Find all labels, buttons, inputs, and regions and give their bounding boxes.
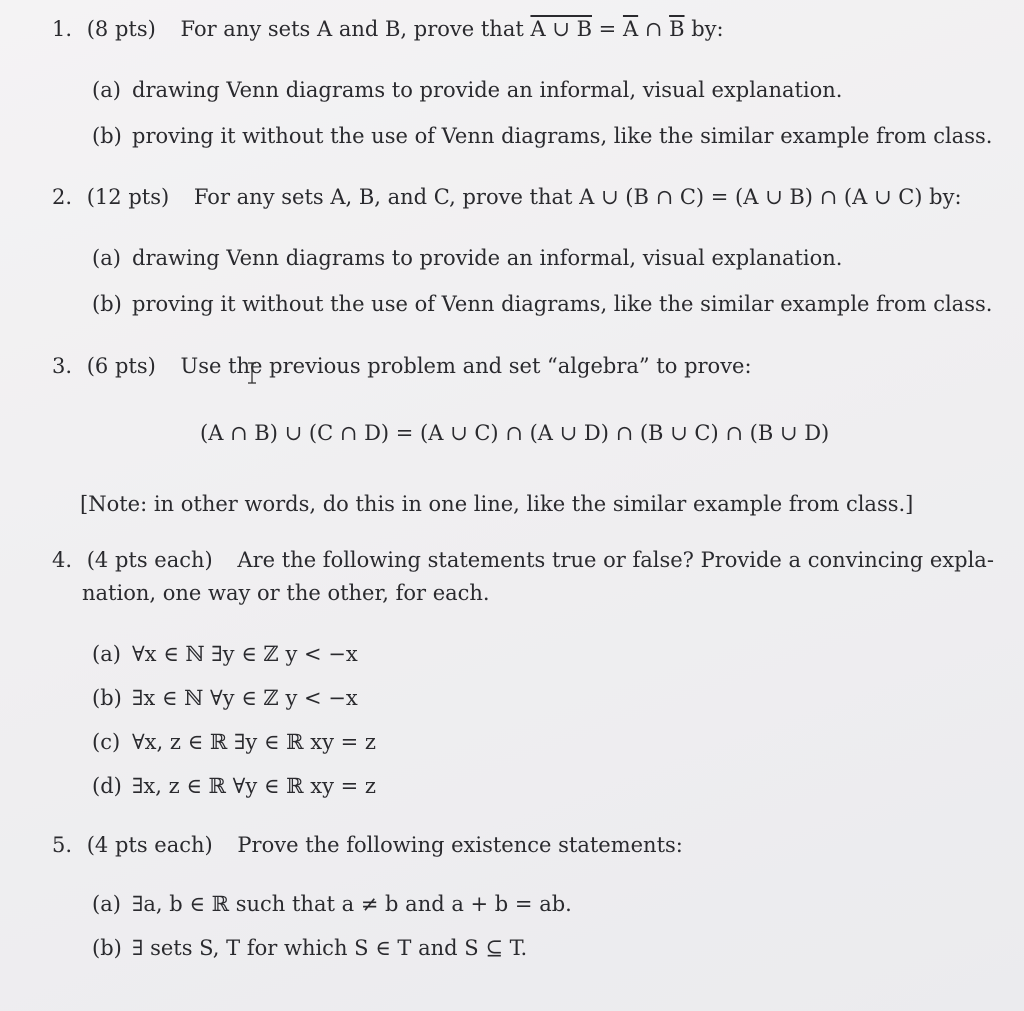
problem-4-part-d	[92, 772, 376, 800]
problem-statement: Are the following statements true or false? Provide a convincing expla-	[237, 548, 994, 572]
text-cursor-icon	[246, 361, 258, 385]
problem-number: 4.	[52, 548, 73, 572]
problem-4-header	[52, 546, 994, 574]
problem-4-part-c	[92, 728, 376, 756]
formula-equals: =	[592, 17, 623, 41]
problem-points: (4 pts each)	[86, 833, 213, 857]
problem-statement: Prove the following existence statements:	[237, 833, 683, 857]
problem-1-part-a	[92, 76, 842, 104]
part-text: drawing Venn diagrams to provide an informal, visual explanation.	[132, 246, 843, 270]
part-text: ∀x ∈ ℕ ∃y ∈ ℤ y < −x	[132, 642, 358, 666]
problem-2-part-a	[92, 244, 842, 272]
part-text: ∃x, z ∈ ℝ ∀y ∈ ℝ xy = z	[132, 774, 376, 798]
problem-4-part-b	[92, 684, 358, 712]
formula-b-complement: $\overline{B}$	[669, 17, 685, 41]
problem-number: 5.	[52, 833, 73, 857]
display-equation: (A ∩ B) ∪ (C ∩ D) = (A ∪ C) ∩ (A ∪ D) ∩ (B ∪ C) ∩ (B ∪ D)	[200, 421, 830, 445]
problem-points: (6 pts)	[86, 354, 156, 378]
part-text: drawing Venn diagrams to provide an informal, visual explanation.	[132, 78, 843, 102]
problem-statement: For any sets A, B, and C, prove that A ∪ (B ∩ C) = (A ∪ B) ∩ (A ∪ C) by:	[193, 185, 962, 209]
problem-statement-continued: nation, one way or the other, for each.	[82, 581, 490, 605]
problem-number: 1.	[52, 17, 73, 41]
problem-4-part-a	[92, 640, 358, 668]
problem-2-header	[52, 183, 962, 211]
problem-3-header	[52, 352, 752, 380]
part-label: (a)	[92, 246, 121, 270]
formula-intersection: ∩	[638, 17, 670, 41]
problem-2-part-b	[92, 290, 992, 318]
part-label: (a)	[92, 78, 121, 102]
part-label: (b)	[92, 124, 122, 148]
part-label: (b)	[92, 936, 122, 960]
problem-5-header	[52, 831, 683, 859]
part-text: ∀x, z ∈ ℝ ∃y ∈ ℝ xy = z	[132, 730, 376, 754]
part-text: ∃ sets S, T for which S ∈ T and S ⊆ T.	[132, 936, 528, 960]
problem-points: (12 pts)	[86, 185, 170, 209]
part-label: (c)	[92, 730, 121, 754]
note-text: [Note: in other words, do this in one line, like the similar example from class.]	[80, 492, 914, 516]
problem-number: 2.	[52, 185, 73, 209]
problem-1-header	[52, 15, 724, 43]
statement-tail: by:	[684, 17, 724, 41]
part-label: (a)	[92, 642, 121, 666]
problem-points: (4 pts each)	[86, 548, 213, 572]
problem-statement: Use the previous problem and set “algebra” to prove:	[180, 354, 752, 378]
problem-number: 3.	[52, 354, 73, 378]
part-text: ∃x ∈ ℕ ∀y ∈ ℤ y < −x	[132, 686, 358, 710]
part-text: proving it without the use of Venn diagrams, like the similar example from class.	[132, 292, 993, 316]
problem-1-part-b	[92, 122, 992, 150]
problem-3-note	[80, 490, 913, 518]
problem-statement: For any sets A and B, prove that	[180, 17, 531, 41]
part-text: proving it without the use of Venn diagrams, like the similar example from class.	[132, 124, 993, 148]
problem-4-statement-cont	[82, 579, 490, 607]
problem-points: (8 pts)	[86, 17, 156, 41]
problem-5-part-a	[92, 890, 572, 918]
problem-3-display-equation	[200, 419, 829, 447]
part-text: ∃a, b ∈ ℝ such that a ≠ b and a + b = ab.	[132, 892, 572, 916]
part-label: (a)	[92, 892, 121, 916]
formula-a-complement: $\overline{A}$	[622, 17, 639, 41]
problem-5-part-b	[92, 934, 527, 962]
part-label: (d)	[92, 774, 122, 798]
part-label: (b)	[92, 292, 122, 316]
formula-union-complement: A ∪ B	[530, 17, 592, 41]
part-label: (b)	[92, 686, 122, 710]
